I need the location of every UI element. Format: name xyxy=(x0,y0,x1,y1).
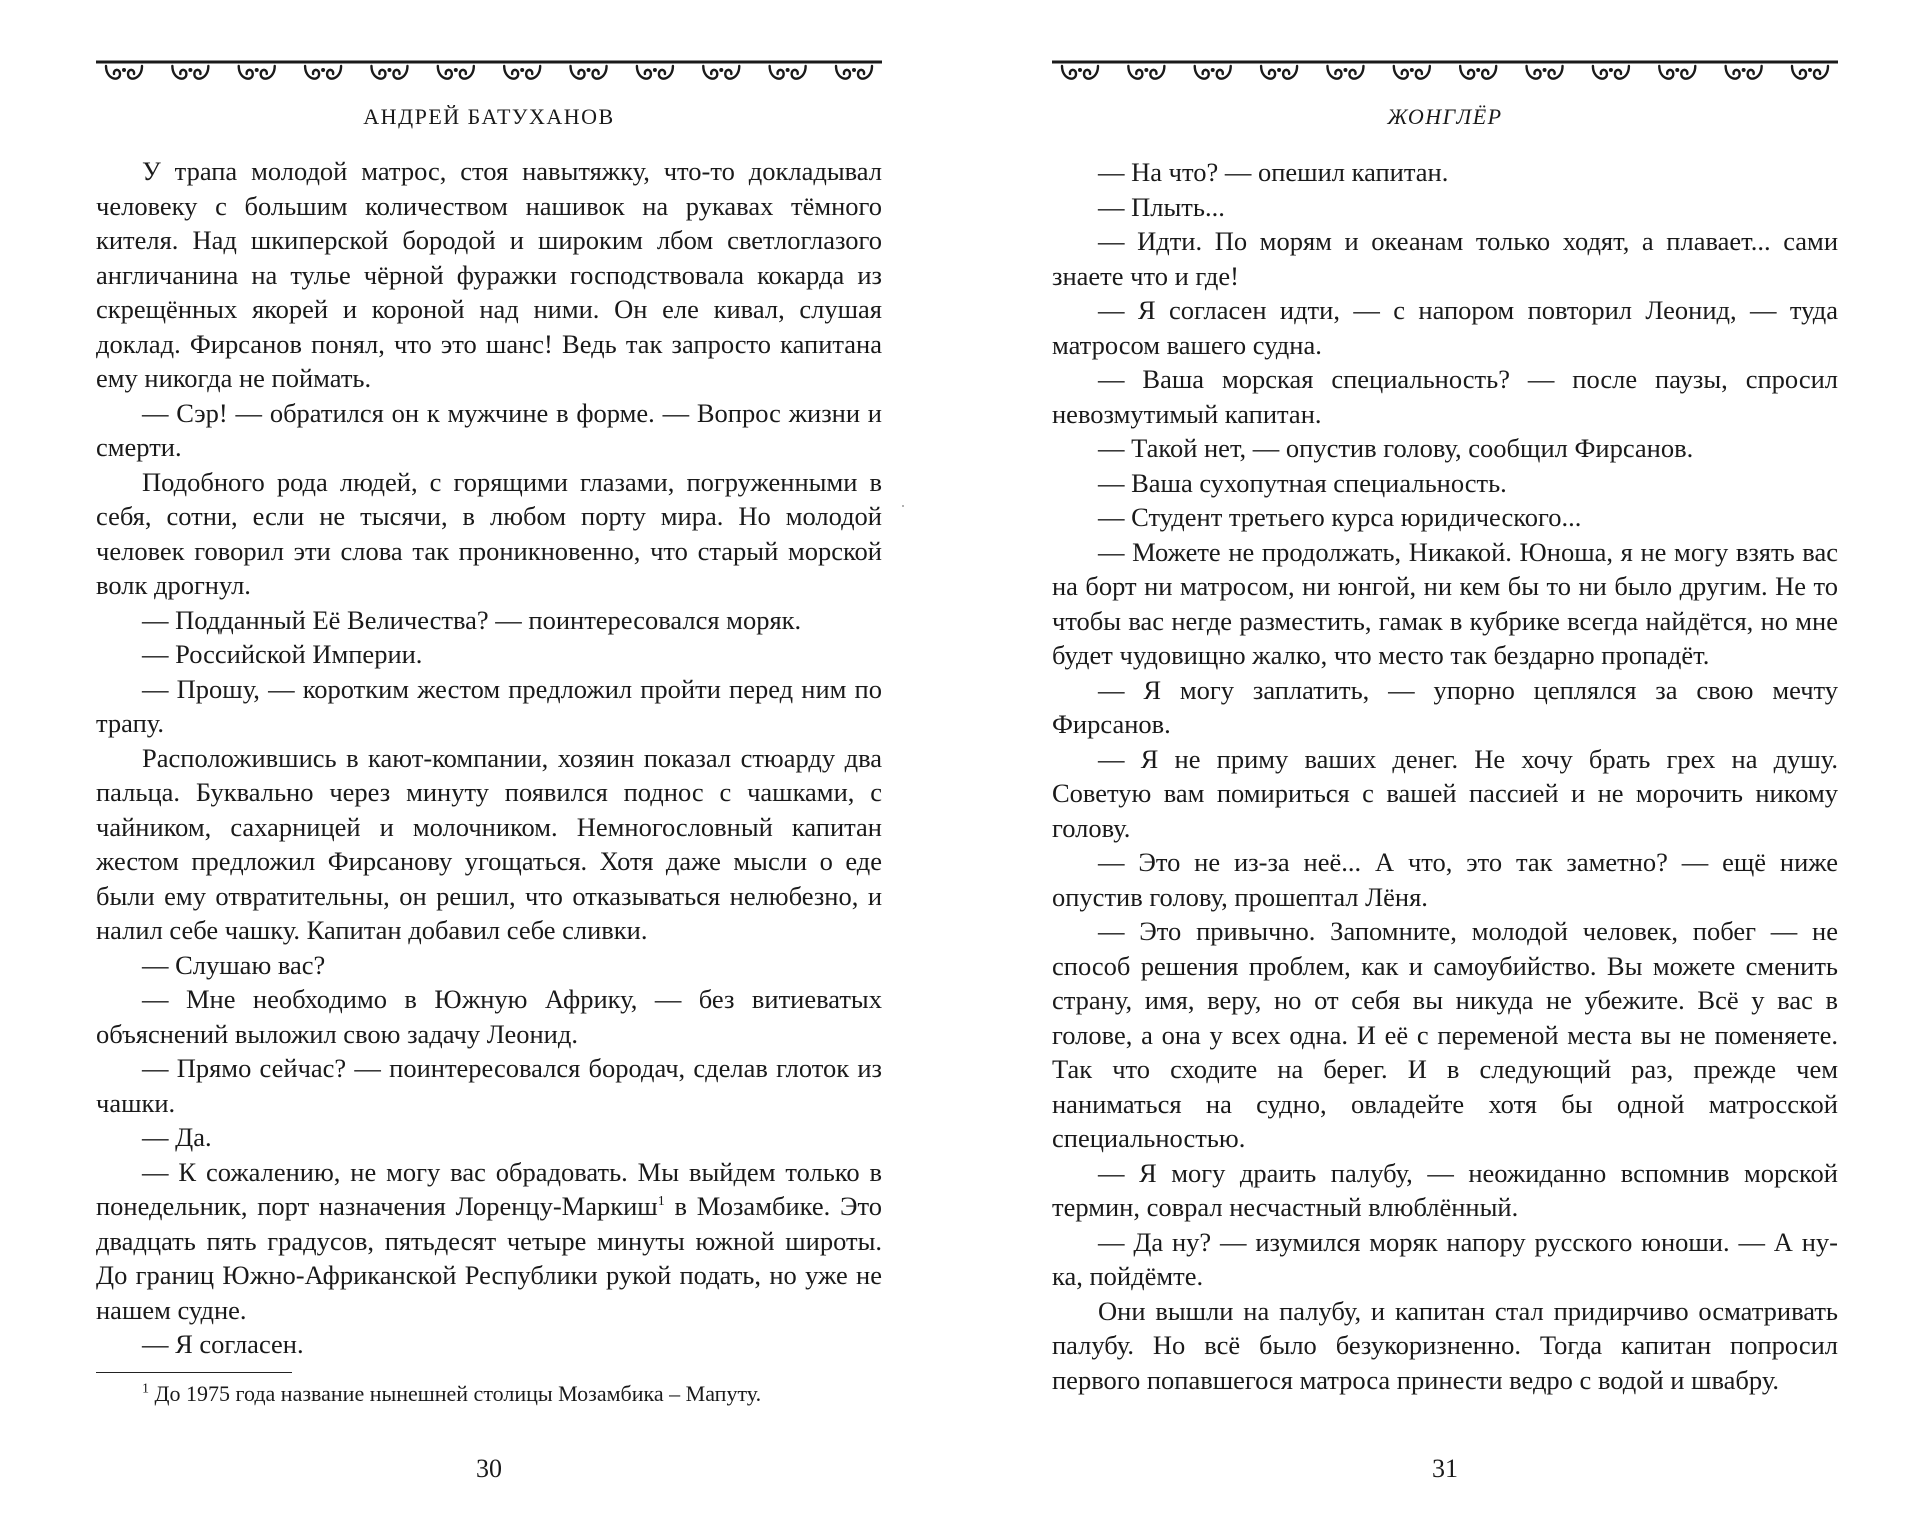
paragraph: — Я могу драить палубу, — неожиданно вспомнив морской термин, соврал несчастный влюблённый. xyxy=(1052,1157,1838,1222)
footnote-divider xyxy=(96,1372,292,1373)
paragraph: — Ваша сухопутная специальность. xyxy=(1098,467,1507,498)
right-page xyxy=(1052,0,1838,1529)
header-ornament-left xyxy=(96,54,882,94)
paragraph: — Я могу заплатить, — упорно цеплялся за свою мечту Фирсанов. xyxy=(1052,674,1838,739)
paragraph: — Это не из-за неё... А что, это так заметно? — ещё ниже опустив голову, прошептал Лёня. xyxy=(1052,847,1838,912)
paragraph: Они вышли на палубу, и капитан стал придирчиво осматривать палубу. Но всё было безукоризненно. Тогда капитан попросил первого попавшегося матроса принести ведро с водой и швабру. xyxy=(1052,1295,1838,1395)
paragraph: — Прошу, — коротким жестом предложил пройти перед ним по трапу. xyxy=(96,673,882,738)
running-head-title: ЖОНГЛЁР xyxy=(1387,104,1503,129)
header-ornament-right xyxy=(1052,54,1838,94)
paragraph: — Студент третьего курса юридического... xyxy=(1098,502,1582,532)
paragraph: — Российской Империи. xyxy=(142,639,423,669)
paragraph: — Сэр! — обратился он к мужчине в форме. — Вопрос жизни и смерти. xyxy=(96,397,882,462)
page-number-left: 30 xyxy=(476,1454,502,1483)
paragraph: — Мне необходимо в Южную Африку, — без витиеватых объяснений выложил свою задачу Леонид. xyxy=(96,984,882,1049)
paragraph: Расположившись в кают-компании, хозяин показал стюарду два пальца. Буквально через минуту появился поднос с чашками, с чайником, сахарницей и молочником. Немногословный капитан жестом предложил Фирсанову угощаться. Хотя даже мысли о еде были ему отвратительны, он решил, что отказываться нелюбезно, и налил себе чашку. Капитан добавил себе сливки. xyxy=(96,742,882,945)
paragraph-with-footnote xyxy=(96,1155,882,1328)
paragraph: — Прямо сейчас? — поинтересовался бородач, сделав глоток из чашки. xyxy=(96,1053,882,1118)
paragraph: — Ваша морская специальность? — после паузы, спросил невозмутимый капитан. xyxy=(1052,364,1838,429)
gutter-speck xyxy=(902,505,904,507)
paragraph: — Можете не продолжать, Никакой. Юноша, я не могу взять вас на борт ни матросом, ни юнгой, ни кем бы то ни было другим. Не то чтобы вас негде разместить, гамак в кубрике всегда найдётся, но мне будет чудовищно жалко, что место так бездарно пропадёт. xyxy=(1052,536,1838,670)
paragraph: — Я согласен идти, — с напором повторил Леонид, — туда матросом вашего судна. xyxy=(1052,295,1838,360)
footnote xyxy=(96,1379,882,1409)
footnote-mark: 1 xyxy=(142,1381,149,1397)
paragraph: Подобного рода людей, с горящими глазами, погруженными в себя, сотни, если не тысячи, в любом порту мира. Но молодой человек говорил эти слова так проникновенно, что старый морской волк дрогнул. xyxy=(96,466,882,600)
footnote-reference[interactable]: 1 xyxy=(657,1194,665,1210)
paragraph: — Идти. По морям и океанам только ходят, а плавает... сами знаете что и где! xyxy=(1052,226,1838,291)
paragraph: — На что? — опешил капитан. xyxy=(1098,157,1449,187)
left-page-text xyxy=(96,154,882,1409)
paragraph: — Подданный Её Величества? — поинтересовался моряк. xyxy=(142,604,802,635)
right-page-text xyxy=(1052,155,1838,1397)
paragraph: — Да. xyxy=(142,1122,212,1152)
paragraph: — Плыть... xyxy=(1098,191,1225,222)
paragraph: — Такой нет, — опустив голову, сообщил Фирсанов. xyxy=(1098,433,1694,463)
paragraph: У трапа молодой матрос, стоя навытяжку, что-то докладывал человеку с большим количеством нашивок на рукавах тёмного кителя. Над шкиперской бородой и широким лбом светлоглазого англичанина на тулье чёрной фуражки господствовала кокарда из скрещённых якорей и короной над ними. Он еле кивал, слушая доклад. Фирсанов понял, что это шанс! Ведь так запросто капитана ему никогда не поймать. xyxy=(96,156,882,393)
page-number-right: 31 xyxy=(1432,1454,1458,1483)
paragraph-text: — К сожалению, не могу вас обрадовать. Мы выйдем только в понедельник, порт назначения Лоренцу-Маркиш xyxy=(96,1156,882,1221)
paragraph: — Это привычно. Запомните, молодой человек, побег — не способ решения проблем, как и самоубийство. Вы можете сменить страну, имя, веру, но от себя вы никуда не убежите. Всё у вас в голове, а она у всех одна. И её с переменой места вы не поменяете. Так что сходите на берег. И в следующий раз, прежде чем наниматься на судно, овладейте хотя бы одной матросской специальностью. xyxy=(1052,916,1838,1153)
paragraph: — Я согласен. xyxy=(142,1329,304,1359)
left-page xyxy=(96,0,882,1529)
paragraph: — Да ну? — изумился моряк напору русского юноши. — А ну-ка, пойдёмте. xyxy=(1052,1226,1838,1291)
paragraph: — Слушаю вас? xyxy=(142,949,326,980)
running-head-author: АНДРЕЙ БАТУХАНОВ xyxy=(363,104,615,129)
footnote-text: До 1975 года название нынешней столицы Мозамбика – Мапуту. xyxy=(149,1380,762,1406)
paragraph-text: в Мозамбике. Это двадцать пять градусов, пятьдесят четыре минуты южной широты. До границ Южно-Африканской Республики рукой подать, но уже не нашем судне. xyxy=(96,1191,882,1325)
paragraph: — Я не приму ваших денег. Не хочу брать грех на душу. Советую вам помириться с вашей пассией и не морочить никому голову. xyxy=(1052,743,1838,843)
